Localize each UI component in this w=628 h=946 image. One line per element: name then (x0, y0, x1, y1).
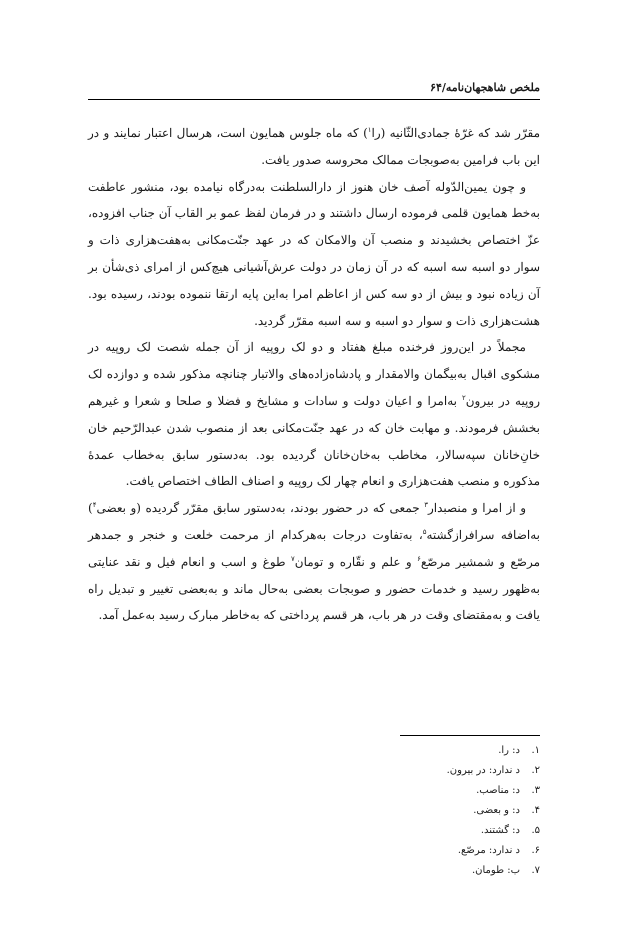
footnote-number: ۷. (531, 865, 540, 876)
paragraph-text: و چون یمین‌الدّوله آصف خان هنوز از دارالسلطنت به‌درگاه نیامده بود، منشور عاطفت به‌خط همایون قلمی فرموده ارسال داشتند و در فرمان لفظ عمو بر القاب آن جناب افزوده، عزّ اختصاص بخشیدند و منصب آن والامکان که در عهد جنّت‌مکانی به‌هفت‌هزاری ذات و سوار دو اسبه سه اسبه که در آن زمان در دولت عرش‌آشیانی هیچ‌کس از امرای ذی‌شأن بر آن زیاده نبود و بیش از دو سه کس از اعاظم امرا به‌این پایه ارتقا ننموده بودند، رسیده بود. هشت‌هزاری ذات و سوار دو اسبه و سه اسبه مقرّر گردید. (88, 179, 540, 328)
paragraph-4 (88, 495, 540, 629)
footnote-ref-2: ۲ (461, 393, 466, 402)
footnote-number: ۴. (531, 805, 540, 816)
footnote-ref-6: ۶ (417, 554, 421, 563)
running-header (88, 80, 540, 96)
footnote-text: د: و بعضی. (473, 805, 520, 816)
main-text (88, 120, 540, 629)
paragraph-1 (88, 120, 540, 174)
footnote-ref-5: ۵ (422, 527, 427, 536)
paragraph-text: مقرّر شد که غرّهٔ جمادی‌الثّانیه (را (371, 126, 541, 140)
footnote-item (340, 821, 540, 841)
footnote-divider (400, 735, 540, 736)
footnote-text: د: گشتند. (480, 825, 520, 836)
footnote-text: د ندارد: در بیرون. (446, 765, 520, 776)
footnote-item (340, 841, 540, 861)
footnote-number: ۱. (531, 745, 540, 756)
footnote-ref-1: ۱ (367, 126, 372, 134)
header-divider (88, 99, 540, 100)
footnote-text: د: مناصب. (476, 785, 520, 796)
paragraph-text: طوغ و اسب و انعام فیل و نقد عنایتی به‌ظهور رسید و خدمات حضور و صوبجات بعضی به‌حال ماند و به‌بعضی تغییر و تبدیل راه یافت و به‌مقتضای وقت در هر باب، هر قسم پرداختی که به‌خاطر مبارک رسید به‌عمل آمد. (88, 554, 540, 623)
paragraph-text: مجملاً در این‌روز فرخنده مبلغ هفتاد و دو لک روپیه از آن جمله شصت لک روپیه در مشکوی اقبال به‌بیگمان والامقدار و پادشاه‌زاده‌های والاتبار چنانچه مذکور شده و دوازده لک روپیه در بیرون (88, 340, 540, 408)
footnotes (340, 741, 540, 881)
footnote-text: ب: طومان. (471, 865, 520, 876)
footnote-text: د ندارد: مرصّع. (457, 845, 520, 856)
paragraph-text: جمعی که در حضور بودند، به‌دستور سابق مقرّر گردیده (و بعضی (96, 501, 425, 516)
paragraph-text: و از امرا و منصبدار (427, 501, 526, 516)
footnote-text: د: را. (498, 745, 520, 756)
footnote-ref-4: ۴ (92, 501, 97, 510)
paragraph-text: ، به‌تفاوت درجات به‌هرکدام از مرحمت خلعت و خنجر و جمدهر مرصّع و شمشیر مرصّع (88, 527, 540, 569)
footnote-number: ۲. (531, 765, 540, 776)
paragraph-2 (88, 174, 540, 335)
footnote-ref-7: ۷ (290, 554, 295, 563)
page-header-title: ملخص شاهجهان‌نامه/۶۴ (430, 81, 540, 94)
paragraph-3 (88, 334, 540, 495)
paragraph-text: ) که ماه جلوس همایون است، هرسال اعتبار نمایند و در این باب فرامین به‌صوبجات ممالک محروسه صدور یافت. (88, 126, 540, 167)
paragraph-text: به‌امرا و اعیان دولت و سادات و مشایخ و فضلا و صلحا و شعرا و غیرهم بخشش فرمودند. و مهابت خان که در عهد جنّت‌مکانی بعد از منصوب شدن عبدالرّحیم خان خانِ‌خانان سپه‌سالار، مخاطب به‌خان‌خانان گردیده بود. به‌دستور سابق به‌خطاب عمدهٔ مذکوره و منصب هفت‌هزاری و انعام چهار لک روپیه و اصناف الطاف اختصاص یافت. (88, 393, 540, 489)
footnote-number: ۶. (531, 845, 540, 856)
footnote-item (340, 801, 540, 821)
footnote-item (340, 861, 540, 881)
footnote-number: ۵. (531, 825, 540, 836)
footnote-number: ۳. (531, 785, 540, 796)
footnote-item (340, 781, 540, 801)
paragraph-text: و علم و نقّاره و تومان (294, 554, 418, 569)
footnote-ref-3: ۳ (424, 501, 428, 510)
footnote-item (340, 741, 540, 761)
paragraph-text: ) به‌اضافه سرافرازگشته (88, 501, 540, 542)
footnote-item (340, 761, 540, 781)
